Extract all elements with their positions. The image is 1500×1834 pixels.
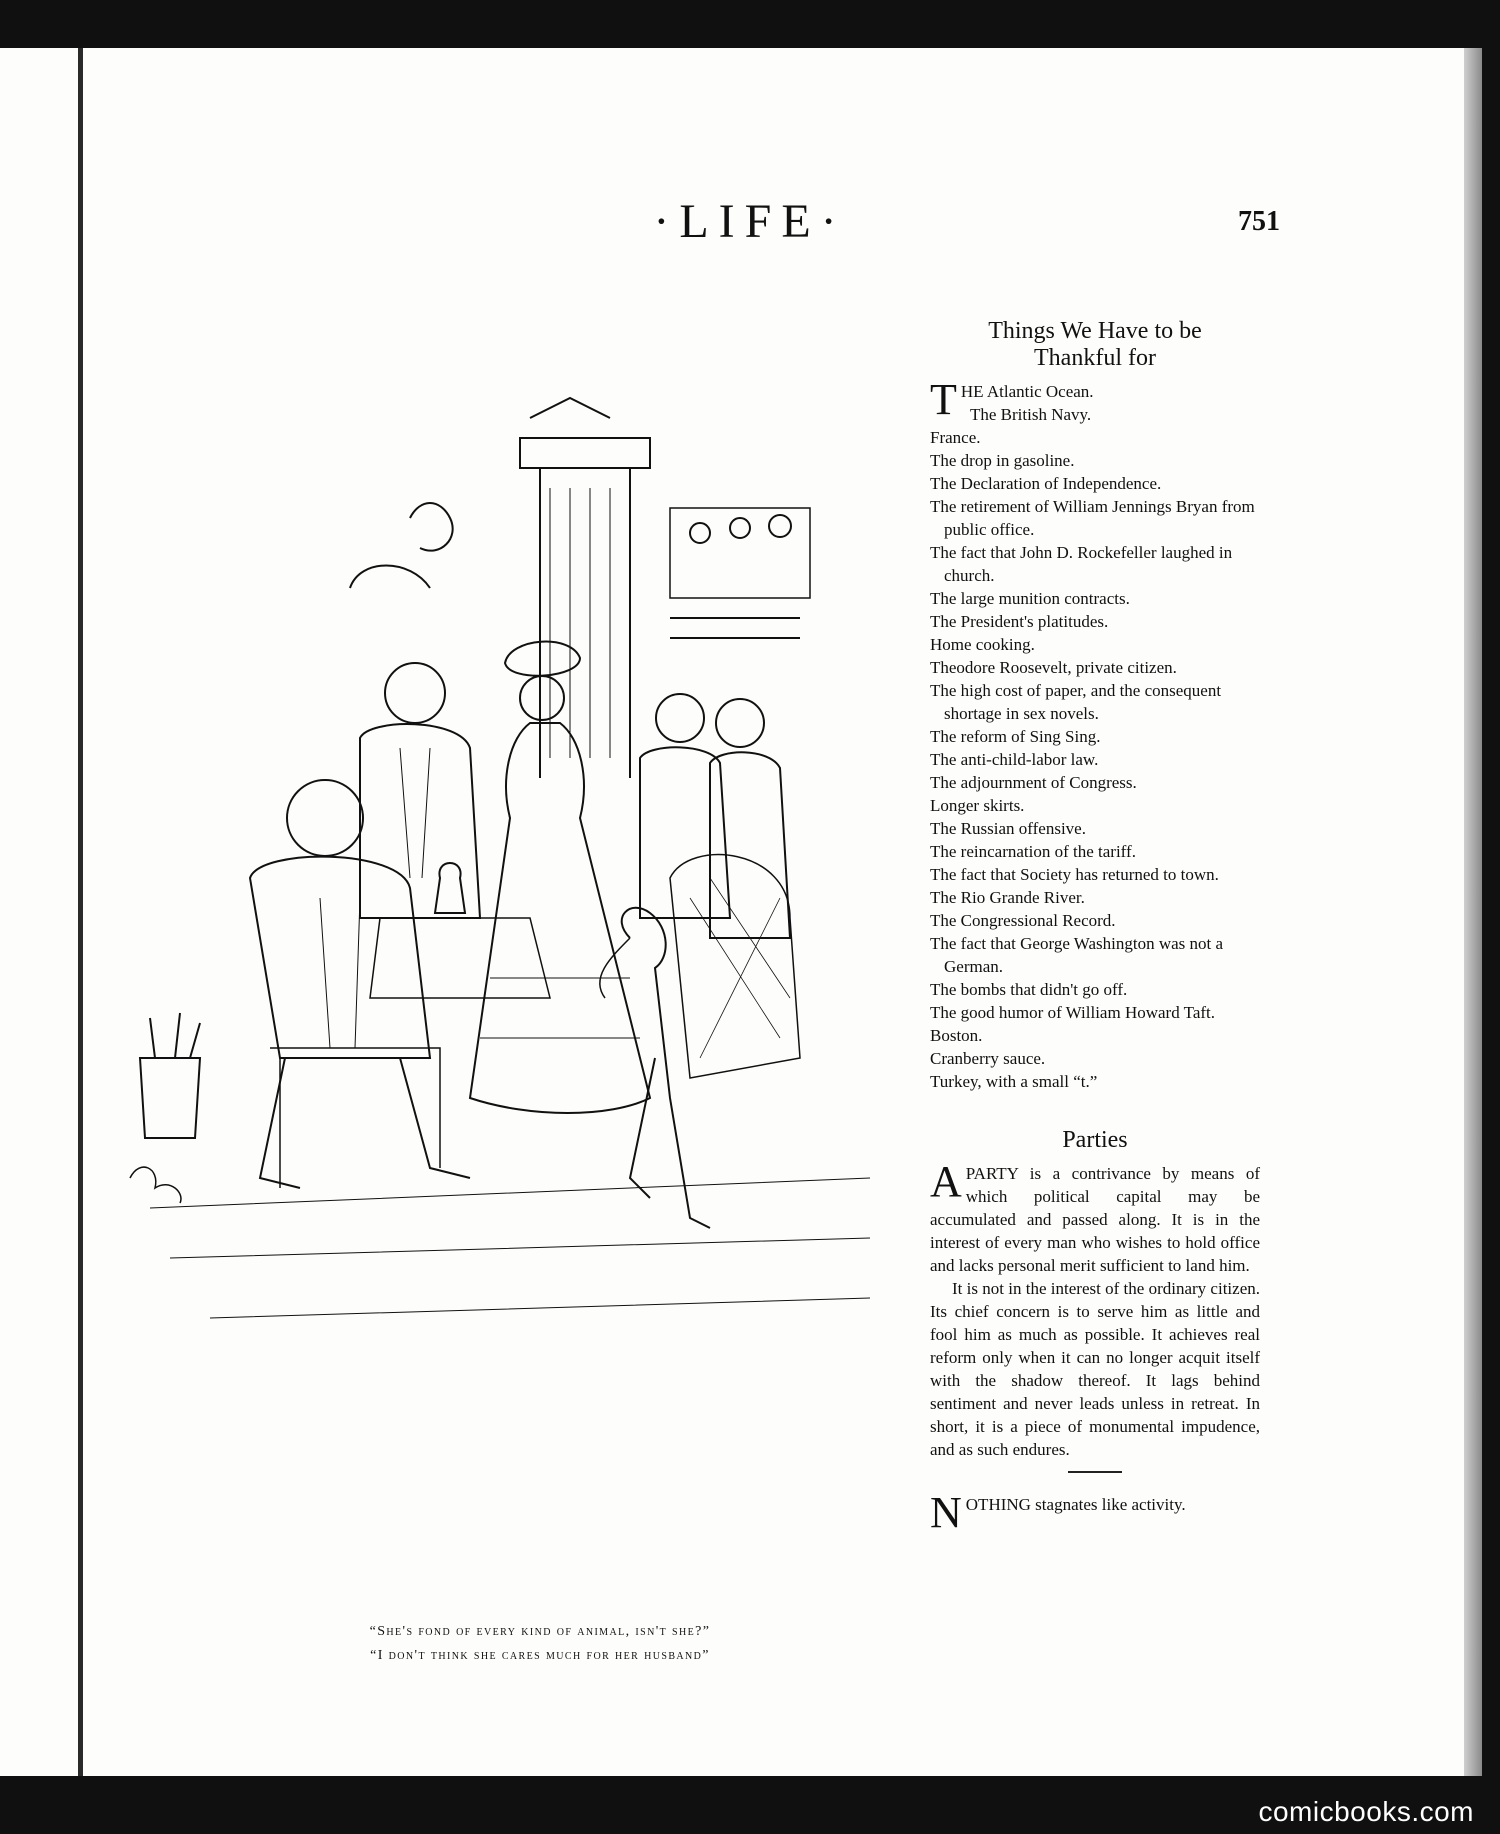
parties-paragraph-1 bbox=[930, 1157, 1260, 1277]
list-item: The fact that George Washington was not a German. bbox=[930, 934, 1224, 976]
cartoon-caption bbox=[260, 1620, 820, 1668]
page-edge bbox=[1464, 48, 1482, 1776]
watermark: comicbooks.com bbox=[1258, 1796, 1474, 1827]
drop-cap: T bbox=[930, 375, 957, 424]
parties-section bbox=[930, 1127, 1260, 1473]
cartoon-illustration bbox=[110, 358, 900, 1358]
page-spine bbox=[78, 48, 83, 1776]
list-item: The President's platitudes. bbox=[930, 612, 1109, 631]
list-item: The retirement of William Jennings Bryan from public office. bbox=[930, 497, 1255, 539]
list-item: The adjournment of Congress. bbox=[930, 773, 1137, 792]
drop-cap: A bbox=[930, 1157, 962, 1206]
list-item: Cranberry sauce. bbox=[930, 1049, 1046, 1068]
list-item: Home cooking. bbox=[930, 635, 1035, 654]
list-item: The reform of Sing Sing. bbox=[930, 727, 1101, 746]
list-item: The anti-child-labor law. bbox=[930, 750, 1099, 769]
caption-line-1: “She's fond of every kind of animal, isn't she?” bbox=[369, 1624, 711, 1639]
thankful-list bbox=[930, 403, 1260, 1093]
list-item: The fact that Society has returned to town. bbox=[930, 865, 1219, 884]
parties-paragraph-1-text: PARTY is a contrivance by means of which political capital may be accumulated and passed along. It is in the interest of every man who wishes to hold office and lacks personal merit sufficient to land him. bbox=[930, 1164, 1260, 1275]
drop-cap: N bbox=[930, 1488, 962, 1537]
magazine-page bbox=[0, 48, 1482, 1776]
section-divider bbox=[1068, 1471, 1122, 1473]
list-item: The Rio Grande River. bbox=[930, 888, 1085, 907]
list-item: The Russian offensive. bbox=[930, 819, 1086, 838]
list-item: Theodore Roosevelt, private citizen. bbox=[930, 658, 1177, 677]
list-item: The British Navy. bbox=[970, 405, 1092, 424]
list-item: Boston. bbox=[930, 1026, 983, 1045]
list-item: The Declaration of Independence. bbox=[930, 474, 1162, 493]
parties-title: Parties bbox=[1062, 1127, 1128, 1153]
list-item: Turkey, with a small “t.” bbox=[930, 1072, 1098, 1091]
thankful-title-line-1: Things We Have to be bbox=[988, 318, 1202, 344]
text-column bbox=[930, 318, 1260, 1537]
masthead: ·LIFE· bbox=[653, 195, 847, 248]
list-item: The reincarnation of the tariff. bbox=[930, 842, 1136, 861]
list-item: The bombs that didn't go off. bbox=[930, 980, 1128, 999]
thankful-title-line-2: Thankful for bbox=[1034, 345, 1156, 371]
list-item: The large munition contracts. bbox=[930, 589, 1130, 608]
list-item: The drop in gasoline. bbox=[930, 451, 1075, 470]
parties-paragraph-2: It is not in the interest of the ordinary citizen. Its chief concern is to serve him as little and fool him as much as possible. It achieves real reform only when it can no longer acquit itself with the shadow thereof. It lags behind sentiment and never leads unless in retreat. In short, it is a piece of monumental impudence, and as such endures. bbox=[930, 1279, 1260, 1459]
list-item: The Congressional Record. bbox=[930, 911, 1116, 930]
list-item: The high cost of paper, and the consequent shortage in sex novels. bbox=[930, 681, 1222, 723]
thankful-title bbox=[930, 318, 1260, 372]
list-item: Longer skirts. bbox=[930, 796, 1025, 815]
thankful-first-text: HE Atlantic Ocean. bbox=[960, 382, 1094, 401]
caption-line-2: “I don't think she cares much for her husband” bbox=[370, 1648, 710, 1663]
list-item: The fact that John D. Rockefeller laughed in church. bbox=[930, 543, 1233, 585]
list-item: The good humor of William Howard Taft. bbox=[930, 1003, 1216, 1022]
list-item: France. bbox=[930, 428, 981, 447]
nothing-paragraph bbox=[930, 1488, 1260, 1537]
page-number: 751 bbox=[1238, 206, 1280, 237]
nothing-text: OTHING stagnates like activity. bbox=[965, 1495, 1186, 1514]
